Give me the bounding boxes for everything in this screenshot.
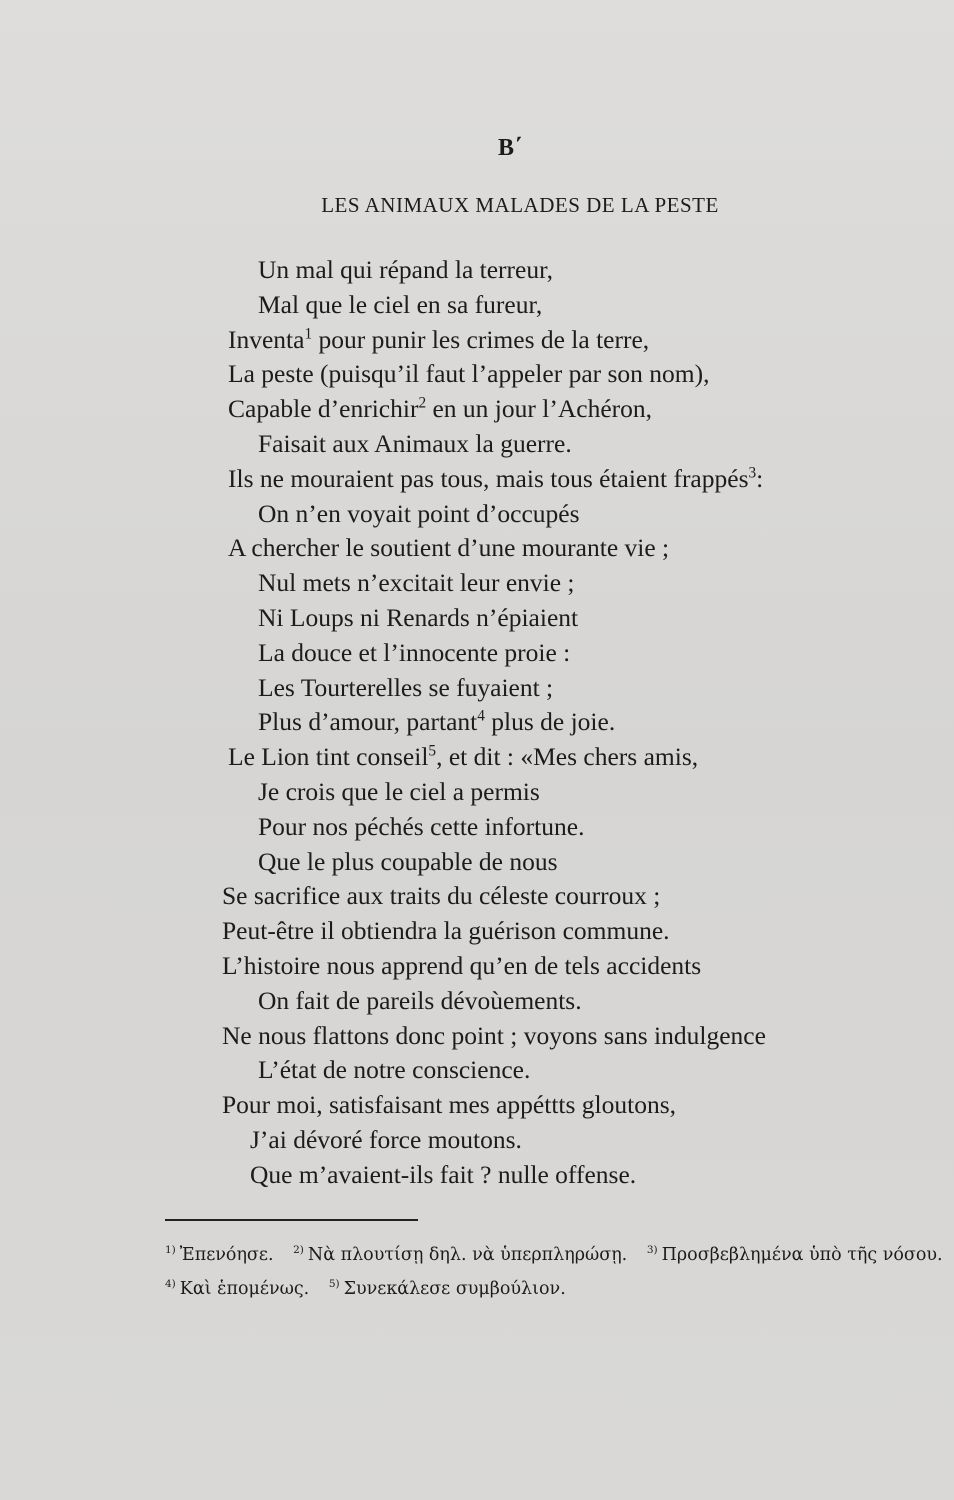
footnote-reference: 1 xyxy=(304,325,313,343)
poem-line xyxy=(258,635,570,671)
poem-line-text: Plus d’amour, partant xyxy=(258,707,478,737)
poem-line-text: : xyxy=(756,463,764,493)
poem-line xyxy=(222,1087,676,1123)
footnote-1 xyxy=(165,1245,274,1265)
poem-line xyxy=(258,565,575,601)
footnote-marker: 3) xyxy=(646,1244,658,1257)
poem-line-text: Inventa xyxy=(228,324,305,354)
poem-line-text: Les Tourterelles se fuyaient ; xyxy=(258,672,554,702)
poem-line xyxy=(258,252,553,288)
poem-line xyxy=(258,983,582,1019)
poem-line-text: La douce et l’innocente proie : xyxy=(258,637,571,667)
footnote-5 xyxy=(329,1279,566,1299)
poem-line-text: Nul mets n’excitait leur envie ; xyxy=(258,568,575,598)
poem-line-text: A chercher le soutient d’une mourante vie ; xyxy=(228,533,670,563)
poem-line-text: Je crois que le ciel a permis xyxy=(258,777,540,806)
poem-line-text: La peste (puisqu’il faut l’appeler par son nom), xyxy=(228,359,710,389)
poem-line xyxy=(222,1018,766,1054)
poem-line xyxy=(258,287,542,323)
poem-line xyxy=(258,600,578,636)
poem-line-text: Ni Loups ni Renards n’épiaient xyxy=(258,603,579,632)
poem-line-text: L’état de notre conscience. xyxy=(258,1055,531,1085)
poem-line xyxy=(258,809,584,845)
poem-line xyxy=(222,948,701,984)
footnote-2 xyxy=(293,1245,627,1265)
poem-line-text: Mal que le ciel en sa fureur, xyxy=(258,289,543,319)
poem-line-text: Peut-être il obtiendra la guérison commune. xyxy=(222,916,670,946)
footnote-row xyxy=(165,1272,900,1306)
poem-line-text: On fait de pareils dévoùements. xyxy=(258,985,582,1015)
footnote-marker: 2) xyxy=(293,1244,304,1257)
poem-line xyxy=(228,391,652,427)
poem-line xyxy=(228,530,669,566)
poem-line xyxy=(258,670,553,706)
poem-line xyxy=(250,1122,522,1158)
poem-line xyxy=(222,878,660,914)
poem-line xyxy=(258,774,540,810)
poem-line xyxy=(228,356,710,392)
poem-line-text: Faisait aux Animaux la guerre. xyxy=(258,429,572,458)
poem-line xyxy=(258,704,615,740)
footnote-rule xyxy=(165,1219,418,1221)
poem-line-text: Que m’avaient-ils fait ? nulle offense. xyxy=(250,1159,637,1189)
footnote-text: Νὰ πλουτίσῃ δηλ. νὰ ὑπερπληρώσῃ. xyxy=(307,1245,628,1265)
poem-line-text: L’histoire nous apprend qu’en de tels accidents xyxy=(222,951,702,980)
poem-title: LES ANIMAUX MALADES DE LA PESTE xyxy=(321,193,719,217)
poem-line xyxy=(222,913,670,949)
footnote-reference: 5 xyxy=(428,742,437,760)
poem-line-text: Ils ne mouraient pas tous, mais tous étaient frappés xyxy=(228,463,749,493)
poem-line xyxy=(250,1157,636,1193)
footnote-4 xyxy=(165,1279,309,1299)
footnote-text: Ἐπενόησε. xyxy=(179,1245,274,1265)
footnotes xyxy=(165,1238,943,1306)
poem-line-text: Pour nos péchés cette infortune. xyxy=(258,811,585,841)
poem-line-text: Pour moi, satisfaisant mes appéttts gloutons, xyxy=(222,1090,677,1120)
poem-line xyxy=(228,322,649,358)
poem-line xyxy=(258,1052,530,1088)
poem-line-text: Se sacrifice aux traits du céleste courroux ; xyxy=(222,881,661,911)
footnote-text: Καὶ ἑπομένως. xyxy=(179,1279,310,1299)
footnote-row xyxy=(165,1238,943,1272)
poem-line xyxy=(258,844,558,880)
footnote-text: Συνεκάλεσε συμβούλιον. xyxy=(343,1279,566,1299)
poem-line xyxy=(258,426,572,462)
poem-line-text: , et dit : «Mes chers amis, xyxy=(436,742,699,772)
footnote-3 xyxy=(647,1245,943,1265)
footnote-reference: 4 xyxy=(477,707,485,725)
poem-line-text: Le Lion tint conseil xyxy=(228,742,429,772)
section-number: Β΄ xyxy=(498,135,522,161)
poem-line-text: Que le plus coupable de nous xyxy=(258,846,558,876)
footnote-reference: 3 xyxy=(748,464,757,482)
poem-line-text: On n’en voyait point d’occupés xyxy=(258,498,580,528)
poem-line-text: Un mal qui répand la terreur, xyxy=(258,255,553,284)
poem-line-text: plus de joie. xyxy=(484,707,616,737)
poem-line xyxy=(258,496,580,532)
footnote-reference: 2 xyxy=(418,394,427,412)
poem-line-text: Capable d’enrichir xyxy=(228,394,419,424)
poem-line-text: Ne nous flattons donc point ; voyons sans indulgence xyxy=(222,1020,766,1050)
footnote-text: Προσβεβλημένα ὑπὸ τῆς νόσου. xyxy=(661,1245,943,1265)
poem-line xyxy=(228,461,763,497)
poem-line-text: J’ai dévoré force moutons. xyxy=(250,1125,522,1154)
footnote-marker: 4) xyxy=(165,1278,176,1291)
footnote-marker: 5) xyxy=(328,1278,340,1291)
poem-line xyxy=(228,739,698,775)
poem-line-text: pour punir les crimes de la terre, xyxy=(312,324,650,354)
poem-line-text: en un jour l’Achéron, xyxy=(426,394,652,424)
footnote-marker: 1) xyxy=(165,1244,176,1257)
